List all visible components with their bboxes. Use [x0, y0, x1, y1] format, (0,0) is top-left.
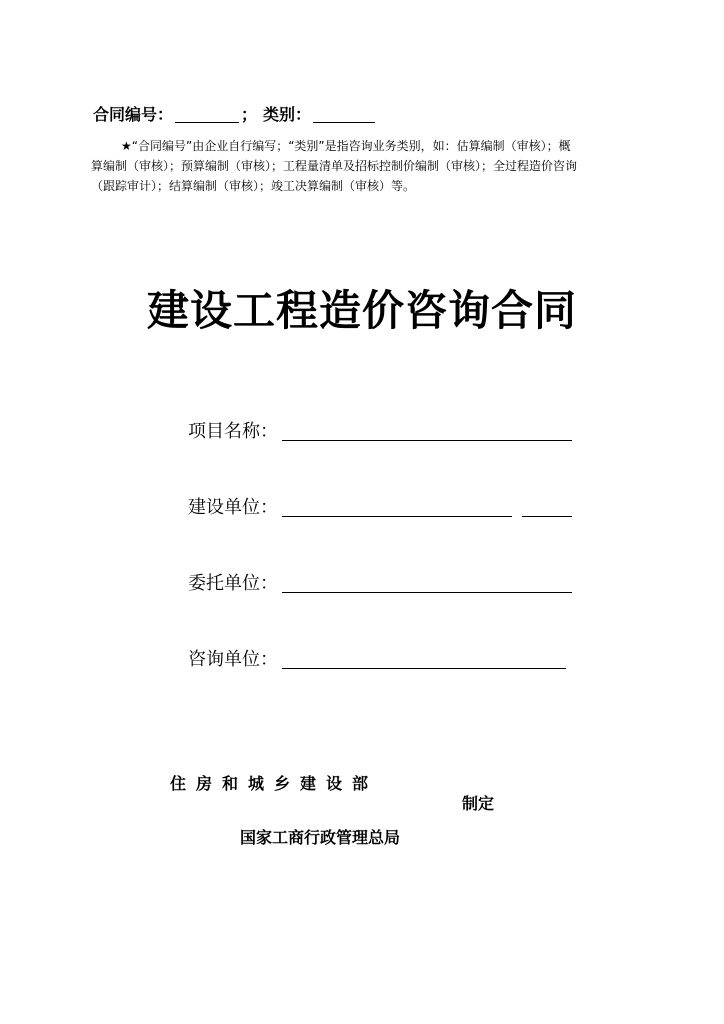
construction-unit-field [188, 490, 572, 520]
category-note [91, 136, 631, 196]
category-blank[interactable] [313, 106, 375, 123]
construction-unit-blank-2[interactable] [522, 496, 572, 517]
contract-no-label: 合同编号： [93, 105, 174, 124]
header-separator: ； [241, 105, 258, 124]
made-by-label: 制定 [462, 794, 495, 813]
note-line-2: 算编制（审核）；预算编制（审核）；工程量清单及招标控制价编制（审核）；全过程造价咨询 [91, 159, 578, 173]
construction-unit-blank[interactable] [282, 496, 512, 517]
consulting-unit-blank[interactable] [282, 648, 566, 669]
issuing-authority-housing: 住房和城乡建设部 [170, 774, 379, 793]
consulting-unit-label: 咨询单位： [188, 649, 278, 670]
contract-no-blank[interactable] [175, 106, 239, 123]
document-title: 建设工程造价咨询合同 [146, 286, 577, 335]
entrusting-unit-field [188, 566, 572, 596]
note-line-1: ★“合同编号”由企业自行编写；“类别”是指咨询业务类别，如：估算编制（审核）；概 [121, 139, 571, 153]
note-line-3: （跟踪审计）；结算编制（审核）；竣工决算编制（审核）等。 [91, 179, 416, 193]
contract-header [93, 104, 377, 126]
entrusting-unit-blank[interactable] [282, 572, 572, 593]
project-name-blank[interactable] [282, 420, 572, 441]
entrusting-unit-label: 委托单位： [188, 573, 278, 594]
category-label: 类别： [263, 105, 312, 124]
project-name-field [188, 414, 572, 444]
construction-unit-label: 建设单位： [188, 497, 278, 518]
project-name-label: 项目名称： [188, 421, 278, 442]
issuing-authority-saic: 国家工商行政管理总局 [240, 828, 401, 847]
consulting-unit-field [188, 642, 566, 672]
